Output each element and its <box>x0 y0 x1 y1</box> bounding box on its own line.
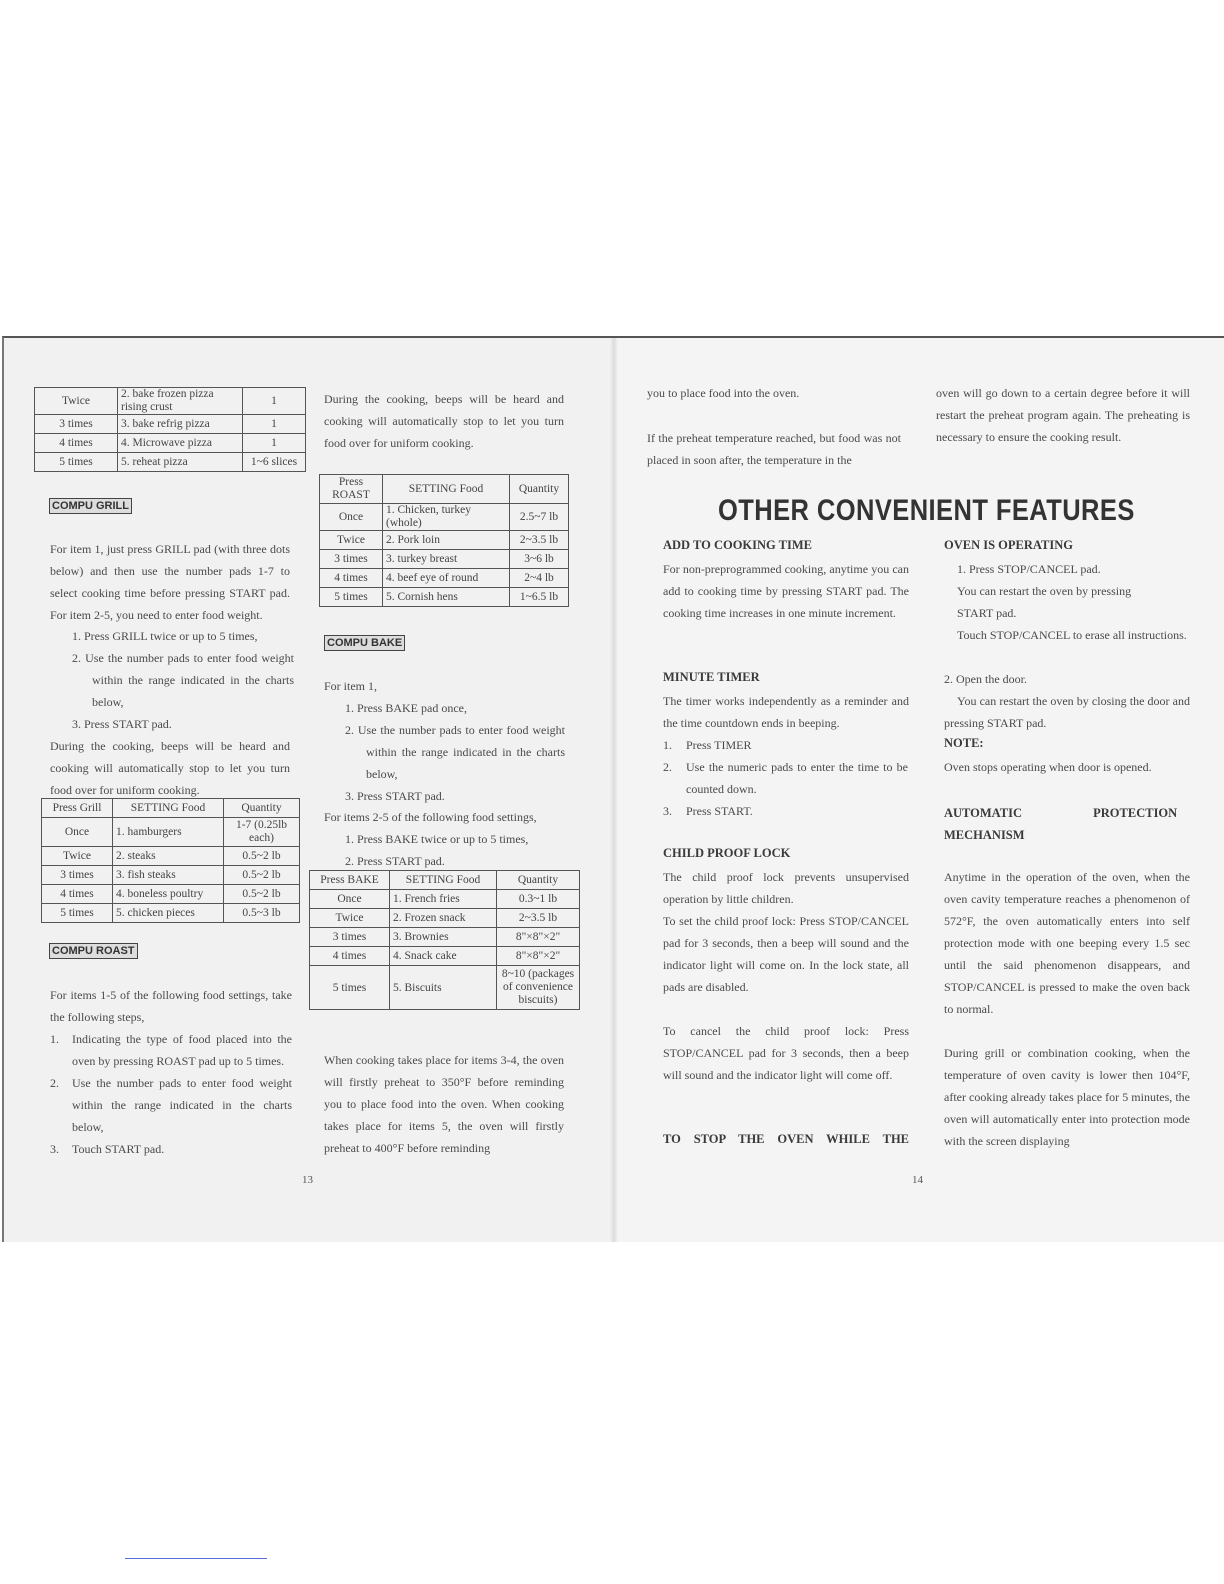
table-row: Once 1. French fries 0.3~1 lb <box>310 890 580 909</box>
compu-grill-label: COMPU GRILL <box>49 498 132 514</box>
table-row: 5 times 5. reheat pizza 1~6 slices <box>35 453 306 472</box>
auto-protection-text-2: During grill or combination cooking, when the temperature of oven cavity is lower then 104°F, after cooking already takes place for 5 minutes, the oven will automatically enter into protection mode with the screen displaying <box>944 1046 1190 1148</box>
table-row: 4 times 4. Snack cake 8"×8"×2" <box>310 947 580 966</box>
table-row: 3 times 3. turkey breast 3~6 lb <box>320 550 569 569</box>
cont-text-c: oven will go down to a certain degree before it will restart the preheat program again. The preheating is necessary to ensure the cooking result. <box>936 386 1190 444</box>
table-row: Twice 2. Pork loin 2~3.5 lb <box>320 531 569 550</box>
grill-note: During the cooking, beeps will be heard and cooking will automatically stop to let you turn food over for uniform cooking. <box>50 739 290 797</box>
footer-link-underline <box>125 1558 267 1559</box>
table-row: 3 times 3. bake refrig pizza 1 <box>35 415 306 434</box>
table-row: 3 times 3. Brownies 8"×8"×2" <box>310 928 580 947</box>
timer-step-2: Use the numeric pads to enter the time to be counted down. <box>686 760 908 796</box>
oven-operating-line-3: Touch STOP/CANCEL to erase all instructions. <box>957 628 1187 642</box>
timer-step-num-2: 2. <box>663 760 672 774</box>
auto-protection-text-1: Anytime in the operation of the oven, when the oven cavity temperature reaches a phenomenon of 572°F, the oven automatically enters into self protection mode with one beeping every 1.5 sec until the said phenomenon disappears, and STOP/CANCEL is pressed to make the oven back to normal. <box>944 870 1190 1016</box>
timer-step-3: Press START. <box>686 804 753 818</box>
roast-step-num-3: 3. <box>50 1142 59 1156</box>
bake-intro: For item 1, <box>324 679 377 693</box>
roast-intro: For items 1-5 of the following food settings, take the following steps, <box>50 988 292 1024</box>
child-lock-text-2: To set the child proof lock: Press STOP/CANCEL pad for 3 seconds, then a beep will sound and the indicator light will come on. In the lock state, all pads are disabled. <box>663 914 909 994</box>
page-number-left: 13 <box>302 1174 313 1186</box>
cont-text-a: you to place food into the oven. <box>647 386 800 400</box>
table-header-row: Press BAKE SETTING Food Quantity <box>310 871 580 890</box>
roast-step-3: Touch START pad. <box>72 1142 165 1156</box>
grill-intro: For item 1, just press GRILL pad (with three dots below) and then use the number pads 1-7 to select cooking time before pressing START pad. For item 2-5, you need to enter food weight. <box>50 542 290 622</box>
grill-table-continued <box>34 387 306 472</box>
oven-operating-line-2: You can restart the oven by pressing START pad. <box>957 584 1132 620</box>
table-row: Once 1. Chicken, turkey (whole) 2.5~7 lb <box>320 504 569 531</box>
bake-note: When cooking takes place for items 3-4, the oven will firstly preheat to 350°F before reminding you to place food into the oven. When cooking takes place for items 5, the oven will firstly preheat to 400°F before reminding <box>324 1053 564 1155</box>
roast-step-num-1: 1. <box>50 1032 59 1046</box>
table-header-row: Press Grill SETTING Food Quantity <box>42 799 300 818</box>
table-row: 3 times 3. fish steaks 0.5~2 lb <box>42 866 300 885</box>
table-row: 5 times 5. Biscuits 8~10 (packages of convenience biscuits) <box>310 966 580 1010</box>
table-row: 4 times 4. Microwave pizza 1 <box>35 434 306 453</box>
bake-table <box>309 870 580 1010</box>
child-lock-heading: CHILD PROOF LOCK <box>663 846 791 860</box>
child-lock-text-3: To cancel the child proof lock: Press STOP/CANCEL pad for 3 seconds, then a beep will sound and the indicator light will come off. <box>663 1024 909 1082</box>
bake-step2-2: 2. Press START pad. <box>345 854 445 868</box>
oven-operating-line-4: 2. Open the door. <box>944 672 1027 686</box>
roast-step-2: Use the number pads to enter food weight within the range indicated in the charts below, <box>72 1076 292 1134</box>
page-gutter <box>610 338 618 1242</box>
table-row: 5 times 5. chicken pieces 0.5~3 lb <box>42 904 300 923</box>
add-time-text: For non-preprogrammed cooking, anytime you can add to cooking time by pressing START pad. The cooking time increases in one minute increment. <box>663 562 909 620</box>
stop-oven-heading: TO STOP THE OVEN WHILE THE <box>663 1132 909 1146</box>
roast-step-num-2: 2. <box>50 1076 59 1090</box>
grill-step-1: 1. Press GRILL twice or up to 5 times, <box>72 629 258 643</box>
oven-operating-heading: OVEN IS OPERATING <box>944 538 1073 552</box>
table-row: Twice 2. Frozen snack 2~3.5 lb <box>310 909 580 928</box>
table-row: Twice 2. steaks 0.5~2 lb <box>42 847 300 866</box>
timer-step-num-1: 1. <box>663 738 672 752</box>
table-row: 4 times 4. boneless poultry 0.5~2 lb <box>42 885 300 904</box>
add-time-heading: ADD TO COOKING TIME <box>663 538 812 552</box>
page-number-right: 14 <box>912 1174 923 1186</box>
table-row: Twice 2. bake frozen pizza rising crust 1 <box>35 388 306 415</box>
cont-text-b: If the preheat temperature reached, but food was not placed in soon after, the temperature in the <box>647 431 901 467</box>
child-lock-text-1: The child proof lock prevents unsupervised operation by little children. <box>663 870 909 906</box>
bake-step-2: 2. Use the number pads to enter food weight within the range indicated in the charts below, <box>345 723 565 781</box>
note-heading: NOTE: <box>944 736 984 750</box>
compu-bake-label: COMPU BAKE <box>324 635 405 651</box>
timer-step-num-3: 3. <box>663 804 672 818</box>
grill-step-2: 2. Use the number pads to enter food weight within the range indicated in the charts below, <box>72 651 294 709</box>
timer-step-1: Press TIMER <box>686 738 752 752</box>
roast-note: During the cooking, beeps will be heard and cooking will automatically stop to let you turn food over for uniform cooking. <box>324 392 564 450</box>
minute-timer-heading: MINUTE TIMER <box>663 670 760 684</box>
auto-protection-heading: AUTOMATIC PROTECTION MECHANISM <box>944 806 1178 842</box>
bake-step2-1: 1. Press BAKE twice or up to 5 times, <box>345 832 529 846</box>
compu-roast-label: COMPU ROAST <box>49 943 138 959</box>
oven-operating-line-5: You can restart the oven by closing the door and pressing START pad. <box>944 694 1190 730</box>
grill-table <box>41 798 300 923</box>
note-text: Oven stops operating when door is opened. <box>944 760 1152 774</box>
table-row: 5 times 5. Cornish hens 1~6.5 lb <box>320 588 569 607</box>
table-row: Once 1. hamburgers 1-7 (0.25lb each) <box>42 818 300 847</box>
roast-step-1: Indicating the type of food placed into the oven by pressing ROAST pad up to 5 times. <box>72 1032 292 1068</box>
table-row: 4 times 4. beef eye of round 2~4 lb <box>320 569 569 588</box>
roast-table <box>319 474 569 607</box>
minute-timer-text: The timer works independently as a reminder and the time countdown ends in beeping. <box>663 694 909 730</box>
bake-step-3: 3. Press START pad. <box>345 789 445 803</box>
page-title: OTHER CONVENIENT FEATURES <box>718 494 1135 527</box>
oven-operating-line-1: 1. Press STOP/CANCEL pad. <box>957 562 1101 576</box>
grill-step-3: 3. Press START pad. <box>72 717 172 731</box>
bake-intro-2: For items 2-5 of the following food settings, <box>324 810 537 824</box>
table-header-row: Press ROAST SETTING Food Quantity <box>320 475 569 504</box>
bake-step-1: 1. Press BAKE pad once, <box>345 701 467 715</box>
